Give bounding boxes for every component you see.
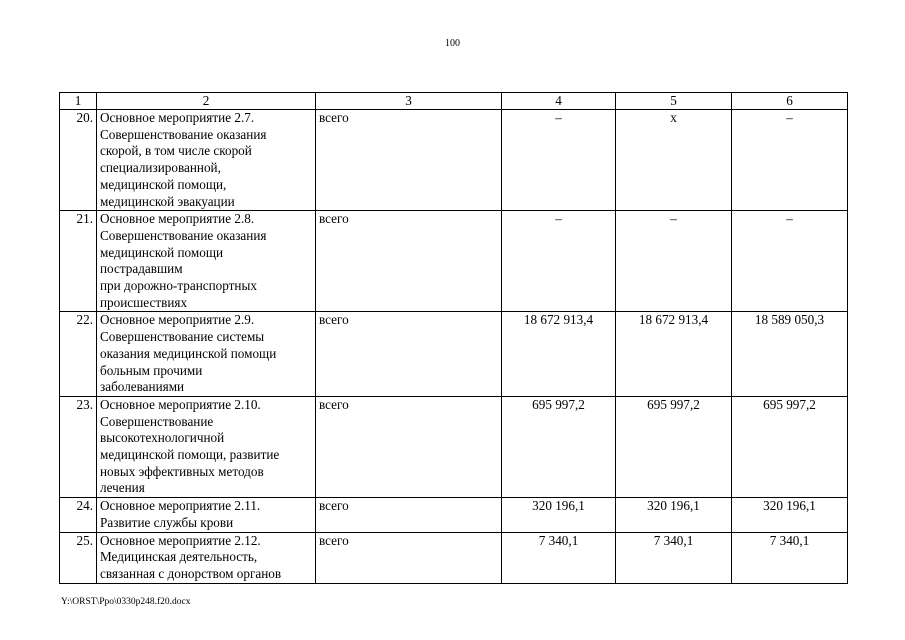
event-name-line: лечения xyxy=(100,480,145,496)
event-name-line: Совершенствование оказания xyxy=(100,126,267,142)
event-name-line: Основное мероприятие 2.10. xyxy=(100,396,261,412)
event-name-line: оказания медицинской помощи xyxy=(100,345,277,361)
event-name-cell xyxy=(97,396,316,497)
value-col6-cell: – xyxy=(732,211,848,312)
row-number-cell: 23. xyxy=(60,396,97,497)
row-number-cell: 25. xyxy=(60,532,97,583)
value-col4-cell: 7 340,1 xyxy=(502,532,616,583)
event-name-line: новых эффективных методов xyxy=(100,463,264,479)
event-name-line: Развитие службы крови xyxy=(100,514,234,530)
funding-type-cell: всего xyxy=(316,110,502,211)
table-row xyxy=(60,498,848,532)
value-col4-cell: 18 672 913,4 xyxy=(502,312,616,397)
table-row xyxy=(60,211,848,312)
event-name-line: медицинской помощи, xyxy=(100,176,227,192)
header-cell: 2 xyxy=(97,93,316,110)
event-name-line: Основное мероприятие 2.11. xyxy=(100,498,261,514)
program-table xyxy=(59,92,848,584)
event-name-cell xyxy=(97,498,316,532)
event-name-cell xyxy=(97,312,316,397)
event-name-line: Основное мероприятие 2.12. xyxy=(100,532,261,548)
event-name-line: медицинской помощи, развитие xyxy=(100,447,280,463)
event-name-line: Основное мероприятие 2.7. xyxy=(100,110,255,125)
value-col6-cell: 18 589 050,3 xyxy=(732,312,848,397)
event-name-line: связанная с донорством органов xyxy=(100,565,282,581)
event-name-line: специализированной, xyxy=(100,160,221,176)
table-header-row xyxy=(60,93,848,110)
event-name-line: скорой, в том числе скорой xyxy=(100,143,252,159)
event-name-line: заболеваниями xyxy=(100,379,185,395)
event-name-line: больным прочими xyxy=(100,362,203,378)
value-col6-cell: 695 997,2 xyxy=(732,396,848,497)
value-col5-cell: 320 196,1 xyxy=(616,498,732,532)
table-row xyxy=(60,396,848,497)
row-number-cell: 21. xyxy=(60,211,97,312)
event-name-cell xyxy=(97,110,316,211)
event-name-line: Совершенствование xyxy=(100,413,214,429)
funding-type-cell: всего xyxy=(316,211,502,312)
event-name-line: Совершенствование оказания xyxy=(100,227,267,243)
value-col4-cell: 695 997,2 xyxy=(502,396,616,497)
value-col6-cell: – xyxy=(732,110,848,211)
header-cell: 3 xyxy=(316,93,502,110)
value-col4-cell: 320 196,1 xyxy=(502,498,616,532)
event-name-cell xyxy=(97,211,316,312)
event-name-line: Основное мероприятие 2.8. xyxy=(100,211,255,227)
event-name-line: Основное мероприятие 2.9. xyxy=(100,312,255,328)
value-col6-cell: 320 196,1 xyxy=(732,498,848,532)
funding-type-cell: всего xyxy=(316,532,502,583)
value-col5-cell: 7 340,1 xyxy=(616,532,732,583)
value-col5-cell: – xyxy=(616,211,732,312)
event-name-line: происшествиях xyxy=(100,294,188,310)
event-name-line: высокотехнологичной xyxy=(100,430,225,446)
event-name-line: медицинской помощи xyxy=(100,244,224,260)
event-name-cell xyxy=(97,532,316,583)
event-name-line: при дорожно-транспортных xyxy=(100,278,257,294)
funding-type-cell: всего xyxy=(316,396,502,497)
value-col4-cell: – xyxy=(502,110,616,211)
file-path-footer: Y:\ORST\Ppo\0330p248.f20.docx xyxy=(61,597,191,607)
value-col4-cell: – xyxy=(502,211,616,312)
table-row xyxy=(60,312,848,397)
value-col5-cell: х xyxy=(616,110,732,211)
event-name-line: Медицинская деятельность, xyxy=(100,549,258,565)
funding-type-cell: всего xyxy=(316,498,502,532)
row-number-cell: 20. xyxy=(60,110,97,211)
row-number-cell: 22. xyxy=(60,312,97,397)
header-cell: 4 xyxy=(502,93,616,110)
header-cell: 6 xyxy=(732,93,848,110)
page-number: 100 xyxy=(445,38,460,49)
header-cell: 1 xyxy=(60,93,97,110)
value-col5-cell: 695 997,2 xyxy=(616,396,732,497)
funding-type-cell: всего xyxy=(316,312,502,397)
event-name-line: пострадавшим xyxy=(100,261,183,277)
value-col5-cell: 18 672 913,4 xyxy=(616,312,732,397)
event-name-line: Совершенствование системы xyxy=(100,329,265,345)
table-row xyxy=(60,532,848,583)
event-name-line: медицинской эвакуации xyxy=(100,193,235,209)
header-cell: 5 xyxy=(616,93,732,110)
row-number-cell: 24. xyxy=(60,498,97,532)
value-col6-cell: 7 340,1 xyxy=(732,532,848,583)
table-row xyxy=(60,110,848,211)
